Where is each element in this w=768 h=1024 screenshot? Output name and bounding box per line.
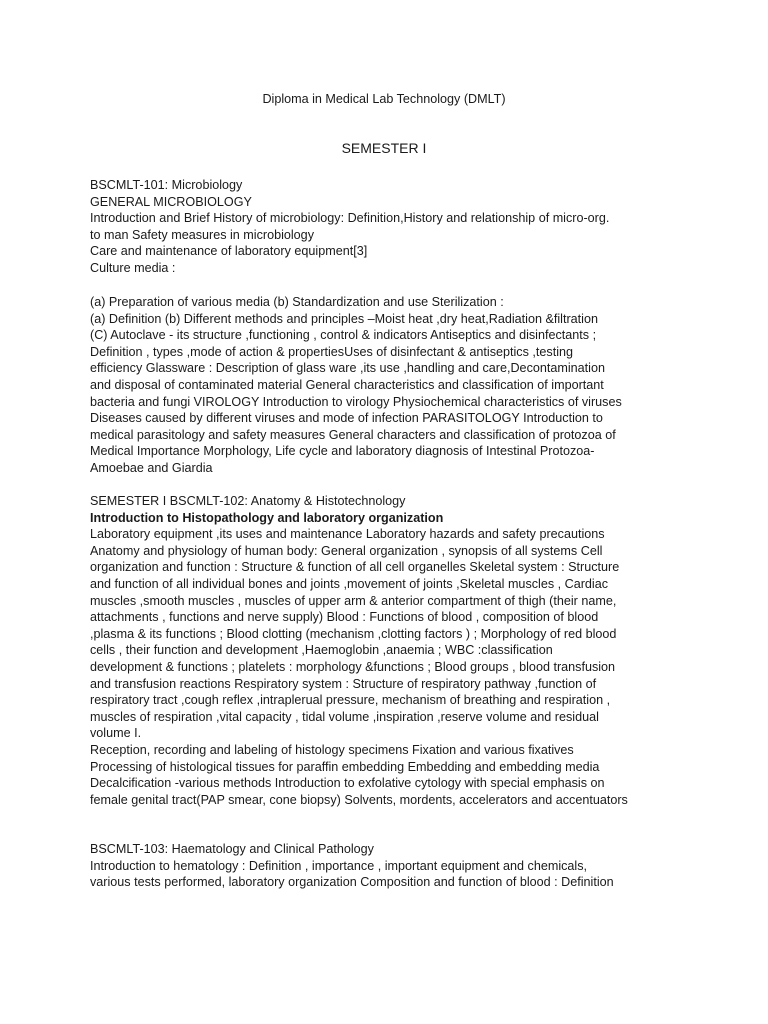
paragraph-line: attachments , functions and nerve supply) Blood : Functions of blood , composition of blood [90, 610, 599, 625]
paragraph-line: and transfusion reactions Respiratory system : Structure of respiratory pathway ,function of [90, 676, 597, 691]
paragraph-line: Culture media : [90, 260, 176, 275]
paragraph-line: Medical Importance Morphology, Life cycle and laboratory diagnosis of Intestinal Protozoa- [90, 444, 595, 459]
paragraph-line: Amoebae and Giardia [90, 460, 213, 475]
paragraph-line: and disposal of contaminated material General characteristics and classification of important [90, 377, 604, 392]
paragraph-line: female genital tract(PAP smear, cone biopsy) Solvents, mordents, accelerators and accentuators [90, 792, 628, 807]
paragraph-line: Care and maintenance of laboratory equipment[3] [90, 244, 368, 259]
paragraph-line: Introduction and Brief History of microbiology: Definition,History and relationship of micro-org. [90, 211, 610, 226]
paragraph-line: development & functions ; platelets : morphology &functions ; Blood groups , blood transfusion [90, 659, 616, 674]
section-anatomy [90, 493, 628, 808]
paragraph-line: various tests performed, laboratory organization Composition and function of blood : Definition [90, 875, 614, 890]
paragraph-line: Laboratory equipment ,its uses and maintenance Laboratory hazards and safety precautions [90, 527, 605, 542]
paragraph-line: (a) Definition (b) Different methods and principles –Moist heat ,dry heat,Radiation &filtration [90, 311, 598, 326]
document-title: Diploma in Medical Lab Technology (DMLT) [262, 92, 506, 106]
paragraph-line: and function of all individual bones and joints ,movement of joints ,Skeletal muscles , Cardiac [90, 576, 609, 591]
paragraph-line: Processing of histological tissues for paraffin embedding Embedding and embedding media [90, 759, 600, 774]
paragraph-line: cells , their function and development ,Haemoglobin ,anaemia ; WBC :classification [90, 643, 553, 658]
paragraph-line: (C) Autoclave - its structure ,functioning , control & indicators Antiseptics and disinfectants ; [90, 328, 597, 343]
course-heading-102: SEMESTER I BSCMLT-102: Anatomy & Histotechnology [90, 494, 406, 508]
paragraph-line: organization and function : Structure & function of all cell organelles Skeletal system : Structure [90, 560, 620, 575]
paragraph-line: GENERAL MICROBIOLOGY [90, 194, 252, 209]
paragraph-line: Definition , types ,mode of action & propertiesUses of disinfectant & antiseptics ,testing [90, 344, 574, 359]
paragraph-line: Introduction to hematology : Definition , importance , important equipment and chemicals, [90, 858, 588, 873]
paragraph-line: muscles ,smooth muscles , muscles of upper arm & anterior compartment of thigh (their name, [90, 593, 617, 608]
paragraph-line: efficiency Glassware : Description of glass ware ,its use ,handling and care,Decontamination [90, 361, 605, 376]
paragraph-line: respiratory tract ,cough reflex ,intraplerual pressure, mechanism of breathing and respiration , [90, 693, 611, 708]
paragraph-line: medical parasitology and safety measures General characters and classification of protozoa of [90, 427, 616, 442]
paragraph-line: muscles of respiration ,vital capacity , tidal volume ,inspiration ,reserve volume and residual [90, 709, 599, 724]
paragraph-line: ,plasma & its functions ; Blood clotting (mechanism ,clotting factors ) ; Morphology of red blood [90, 626, 617, 641]
section-haematology [90, 841, 614, 891]
paragraph-line: bacteria and fungi VIROLOGY Introduction to virology Physiochemical characteristics of viruses [90, 394, 622, 409]
section-microbiology-body [90, 294, 622, 477]
paragraph-line: Anatomy and physiology of human body: General organization , synopsis of all systems Cell [90, 543, 603, 558]
section-subheading: Introduction to Histopathology and laboratory organization [90, 510, 444, 525]
paragraph-line: to man Safety measures in microbiology [90, 227, 314, 242]
paragraph-line: (a) Preparation of various media (b) Standardization and use Sterilization : [90, 295, 504, 309]
section-microbiology-intro [90, 177, 609, 277]
course-heading-101: BSCMLT-101: Microbiology [90, 178, 243, 192]
paragraph-line: Diseases caused by different viruses and mode of infection PARASITOLOGY Introduction to [90, 411, 603, 426]
semester-heading: SEMESTER I [341, 140, 427, 156]
paragraph-line: Reception, recording and labeling of histology specimens Fixation and various fixatives [90, 742, 574, 757]
paragraph-line: volume I. [90, 726, 142, 741]
course-heading-103: BSCMLT-103: Haematology and Clinical Pathology [90, 842, 374, 856]
paragraph-line: Decalcification -various methods Introduction to exfolative cytology with special emphasis on [90, 776, 605, 791]
